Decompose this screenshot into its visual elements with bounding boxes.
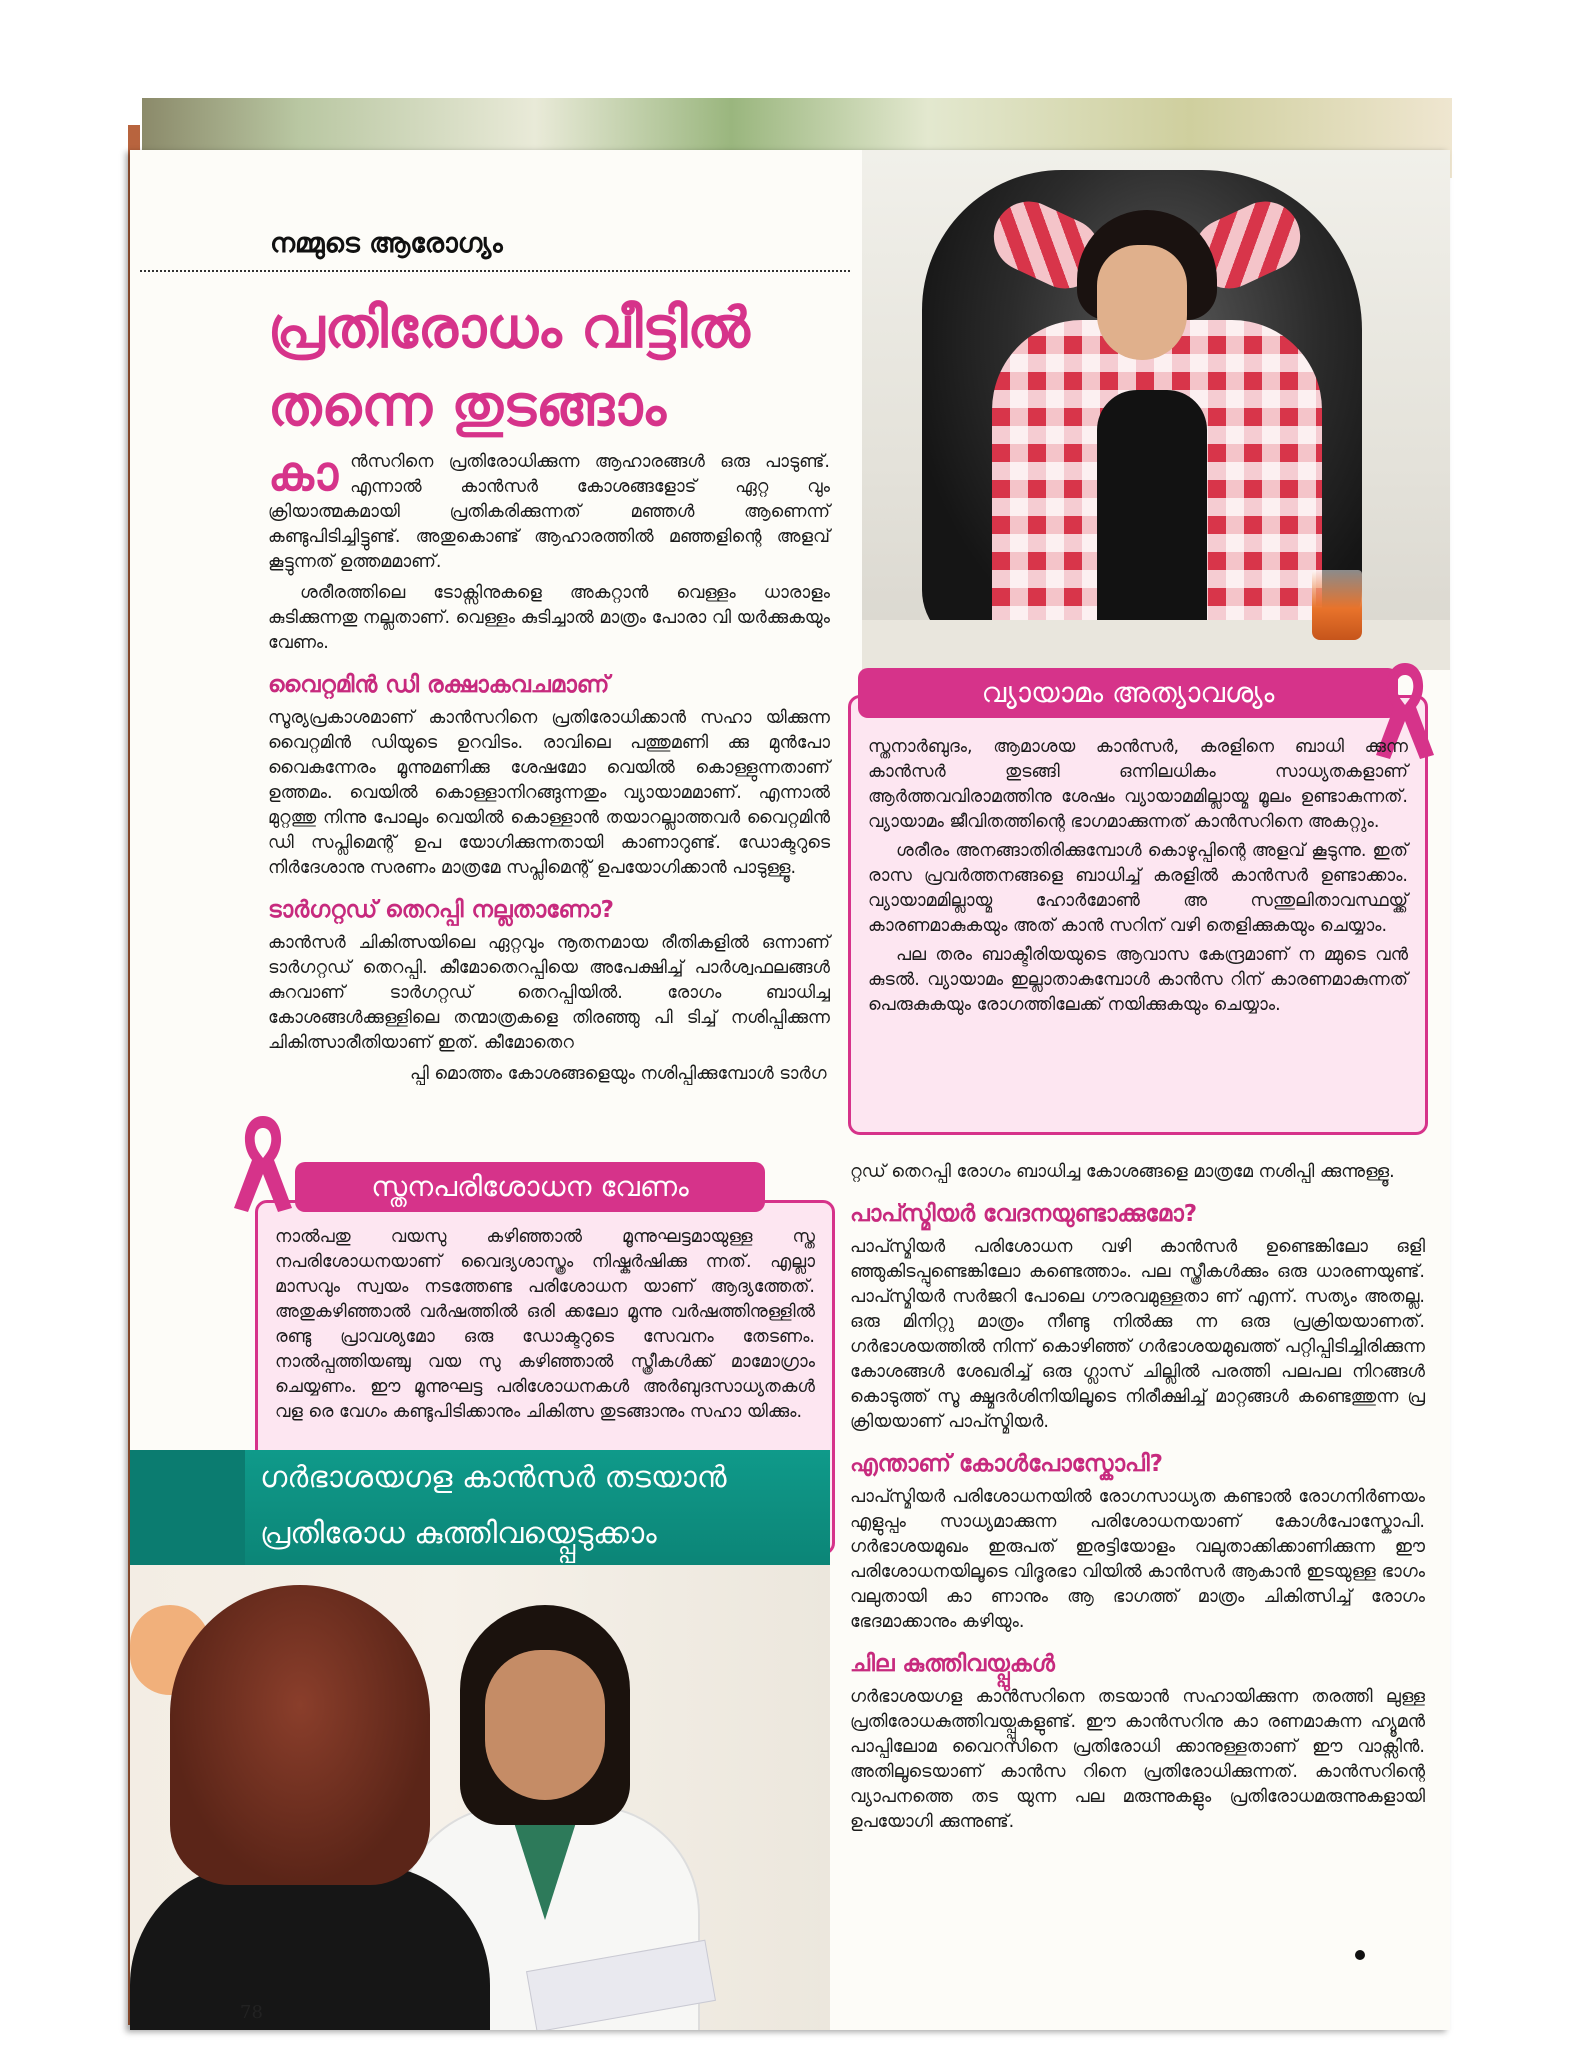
pink-ribbon-icon — [228, 1108, 298, 1218]
drop-cap: കാ — [268, 446, 339, 502]
colpo-heading: എന്താണ് കോൾപോസ്കോപി? — [850, 1451, 1164, 1477]
magazine-page — [130, 150, 1450, 2030]
targeted-body-tail: പ്പി മൊത്തം കോശങ്ങളെയും നശിപ്പിക്കുമ്പോൾ ടാർഗ — [410, 1064, 827, 1084]
doctor-consultation-photo — [130, 1565, 830, 2030]
vitamin-heading: വൈറ്റമിൻ ഡി രക്ഷാകവചമാണ് — [268, 672, 610, 698]
exercise-box-body: സ്തനാർബുദം, ആമാശയ കാൻസർ, കരളിനെ ബാധി ക്കുന്ന കാൻസർ തുടങ്ങി ഒന്നിലധികം സാധ്യതകളാണ് ആർത്തവവിരാമത്തിനു ശേഷം വ്യായാമമില്ലായ്മ മൂലം ഉണ്ടാകുന്നത്. വ്യായാമം ജീവിതത്തിന്റെ ഭാഗമാക്കുന്നത് കാൻസറിനെ അകറ്റും. ശരീരം അനങ്ങാതിരിക്കുമ്പോൾ കൊഴുപ്പിന്റെ അളവ് കൂടുന്നു. ഇത് രാസ പ്രവർത്തനങ്ങളെ ബാധിച്ച് കരളിൽ കാൻസർ ഉണ്ടാക്കാം. വ്യായാമമില്ലായ്മ ഹോർമോൺ അ സന്തുലിതാവസ്ഥയ്ക്ക് കാരണമാകുകയും അത് കാൻ സറിന് വഴി തെളിക്കുകയും ചെയ്യാം. പല തരം ബാക്ടീരിയയുടെ ആവാസ കേന്ദ്രമാണ് ന മ്മുടെ വൻ കുടൽ. വ്യായാമം ഇല്ലാതാകുമ്പോൾ കാൻസ റിന് കാരണമാകുന്നത് പെരുകുകയും രോഗത്തിലേക്ക് നയിക്കുകയും ചെയ്യാം. — [868, 737, 1408, 1015]
relaxing-woman-photo — [862, 150, 1450, 670]
vaccines-heading: ചില കുത്തിവയ്പ്പുകൾ — [850, 1651, 1055, 1677]
pap-heading: പാപ്സ്മിയർ വേദനയുണ്ടാക്കുമോ? — [850, 1201, 1198, 1227]
targeted-body: കാൻസർ ചികിത്സയിലെ ഏറ്റവും നൂതനമായ രീതികളിൽ ഒന്നാണ് ടാർഗറ്റഡ് തെറപ്പി. കീമോതെറപ്പിയെ അപേക്ഷിച്ച് പാർശ്വഫലങ്ങൾ കുറവാണ് ടാർഗറ്റഡ് തെറപ്പിയിൽ. രോഗം ബാധിച്ച കോശങ്ങൾക്കുള്ളിലെ തന്മാത്രകളെ തിരഞ്ഞു പി ടിച്ച് നശിപ്പിക്കുന്ന ചികിത്സാരീതിയാണ് ഇത്. കീമോതെറ — [268, 933, 830, 1053]
breast-exam-box-body: നാൽപതു വയസു കഴിഞ്ഞാൽ മൂന്നുഘട്ടമായുള്ള സ്ത നപരിശോധനയാണ് വൈദ്യശാസ്ത്രം നിഷ്കർഷിക്കു ന്നത്. എല്ലാ മാസവും സ്വയം നടത്തേണ്ട പരിശോധന യാണ് ആദ്യത്തേത്. അതുകഴിഞ്ഞാൽ വർഷത്തിൽ ഒരി ക്കലോ മൂന്നു വർഷത്തിനുള്ളിൽ രണ്ടു പ്രാവശ്യമോ ഒരു ഡോക്ടറുടെ സേവനം തേടണം. നാൽപ്പത്തിയഞ്ചു വയ സു കഴിഞ്ഞാൽ സ്ത്രീകൾക്ക് മാമോഗ്രാം ചെയ്യണം. ഈ മൂന്നുഘട്ട പരിശോധനകൾ അർബുദസാധ്യതകൾ വള രെ വേഗം കണ്ടുപിടിക്കാനും ചികിത്സ തുടങ്ങാനും സഹാ യിക്കും. — [275, 1227, 815, 1422]
targeted-heading: ടാർഗറ്റഡ് തെറപ്പി നല്ലതാണോ? — [268, 897, 614, 923]
vitamin-body: സൂര്യപ്രകാശമാണ് കാൻസറിനെ പ്രതിരോധിക്കാൻ സഹാ യിക്കുന്ന വൈറ്റമിൻ ഡിയുടെ ഉറവിടം. രാവിലെ പത്തുമണി ക്കു മുൻപോ വൈകുന്നേരം മൂന്നുമണിക്കു ശേഷമോ വെയിൽ കൊള്ളുന്നതാണ് ഉത്തമം. വെയിൽ കൊള്ളാനിറങ്ങുന്നതും വ്യായാമമാണ്. എന്നാൽ മുറ്റത്തു നിന്നു പോലും വെയിൽ കൊള്ളാൻ തയാറല്ലാത്തവർ വൈറ്റമിൻ ഡി സപ്ലിമെന്റ് ഉപ യോഗിക്കുന്നതായി കാണാറുണ്ട്. ഡോക്ടറുടെ നിർദേശാനു സരണം മാത്രമേ സപ്ലിമെന്റ് ഉപയോഗിക്കാൻ പാടുള്ളൂ. — [268, 708, 830, 878]
vaccines-body: ഗർഭാശയഗള കാൻസറിനെ തടയാൻ സഹായിക്കുന്ന തരത്തി ലുള്ള പ്രതിരോധകുത്തിവയ്പ്പുകളുണ്ട്. ഈ കാൻസറിനു കാ രണമാകുന്ന ഹ്യൂമൻ പാപ്പിലോമ വൈറസിനെ പ്രതിരോധി ക്കാനുള്ളതാണ് ഈ വാക്സിൻ. അതിലൂടെയാണ് കാൻസ റിനെ പ്രതിരോധിക്കുന്നത്. കാൻസറിന്റെ വ്യാപനത്തെ തട യുന്ന പല മരുന്നുകളും പ്രതിരോധമരുന്നുകളായി ഉപയോഗി ക്കുന്നുണ്ട്. — [850, 1687, 1425, 1832]
intro-paragraph-2: ശരീരത്തിലെ ടോക്സിനുകളെ അകറ്റാൻ വെള്ളം ധാരാളം കുടിക്കുന്നതു നല്ലതാണ്. വെള്ളം കുടിച്ചാൽ മാത്രം പോരാ വി യർക്കുകയും വേണം. — [268, 583, 830, 653]
page-number: 78 — [240, 2002, 263, 2023]
pap-body: പാപ്സ്മിയർ പരിശോധന വഴി കാൻസർ ഉണ്ടെങ്കിലോ ഒളി ഞ്ഞുകിടപ്പുണ്ടെങ്കിലോ കണ്ടെത്താം. പല സ്ത്രീകൾക്കും ഒരു ധാരണയുണ്ട്. പാപ്സ്മിയർ സർജറി പോലെ ഗൗരവമുള്ളതാ ണ് എന്ന്. സത്യം അതല്ല. ഒരു മിനിറ്റു മാത്രം നീണ്ടു നിൽക്കു ന്ന ഒരു പ്രക്രിയയാണത്. ഗർഭാശയത്തിൽ നിന്ന് കൊഴിഞ്ഞ് ഗർഭാശയമുഖത്ത് പറ്റിപ്പിടിച്ചിരിക്കുന്ന കോശങ്ങൾ ശേഖരിച്ച് ഒരു ഗ്ലാസ് ചില്ലിൽ പരത്തി പലപല നിറങ്ങൾ കൊടുത്ത് സൂ ക്ഷ്മദർശിനിയിലൂടെ നിരീക്ഷിച്ച് മാറ്റങ്ങൾ കണ്ടെത്തുന്ന പ്ര ക്രിയയാണ് പാപ്സ്മിയർ. — [850, 1237, 1425, 1432]
exercise-box-title: വ്യായാമം അത്യാവശ്യം — [858, 668, 1398, 718]
section-label: നമ്മുടെ ആരോഗ്യം — [270, 228, 503, 259]
right-column — [850, 1160, 1425, 1841]
page-headline: പ്രതിരോധം വീട്ടിൽ തന്നെ തുടങ്ങാം — [268, 296, 750, 439]
targeted-continued: റ്റഡ് തെറപ്പി രോഗം ബാധിച്ച കോശങ്ങളെ മാത്രമേ നശിപ്പി ക്കുന്നുള്ളൂ. — [850, 1162, 1395, 1182]
left-column — [268, 446, 830, 1093]
end-mark — [1355, 1950, 1365, 1960]
breast-exam-box-title: സ്തനപരിശോധന വേണം — [295, 1162, 765, 1212]
colpo-body: പാപ്സ്മിയർ പരിശോധനയിൽ രോഗസാധ്യത കണ്ടാൽ രോഗനിർണയം എളുപ്പം സാധ്യമാക്കുന്ന പരിശോധനയാണ് കോൾപോസ്കോപി. ഗർഭാശയമുഖം ഇരുപത് ഇരട്ടിയോളം വലുതാക്കിക്കാണിക്കുന്ന ഈ പരിശോധനയിലൂടെ വിദൂരഭാ വിയിൽ കാൻസർ ആകാൻ ഇടയുള്ള ഭാഗം വലുതായി കാ ണാനും ആ ഭാഗത്ത് മാത്രം ചികിത്സിച്ച് രോഗം ഭേദമാക്കാനും കഴിയും. — [850, 1487, 1425, 1632]
juice-glass — [1312, 570, 1362, 640]
intro-paragraph: കാൻസറിനെ പ്രതിരോധിക്കുന്ന ആഹാരങ്ങൾ ഒരു പാടുണ്ട്. എന്നാൽ കാൻസർ കോശങ്ങളോട് ഏറ്റ വും ക്രിയാത്മകമായി പ്രതികരിക്കുന്നത് മഞ്ഞൾ ആണെന്ന് കണ്ടുപിടിച്ചിട്ടുണ്ട്. അതുകൊണ്ട് ആഹാരത്തിൽ മഞ്ഞളിന്റെ അളവ് കൂട്ടുന്നത് ഉത്തമമാണ്. — [268, 446, 830, 572]
section-divider — [140, 270, 850, 272]
vaccine-banner-text: ഗർഭാശയഗള കാൻസർ തടയാൻ പ്രതിരോധ കുത്തിവയ്പ്പെടുക്കാം — [260, 1460, 727, 1551]
